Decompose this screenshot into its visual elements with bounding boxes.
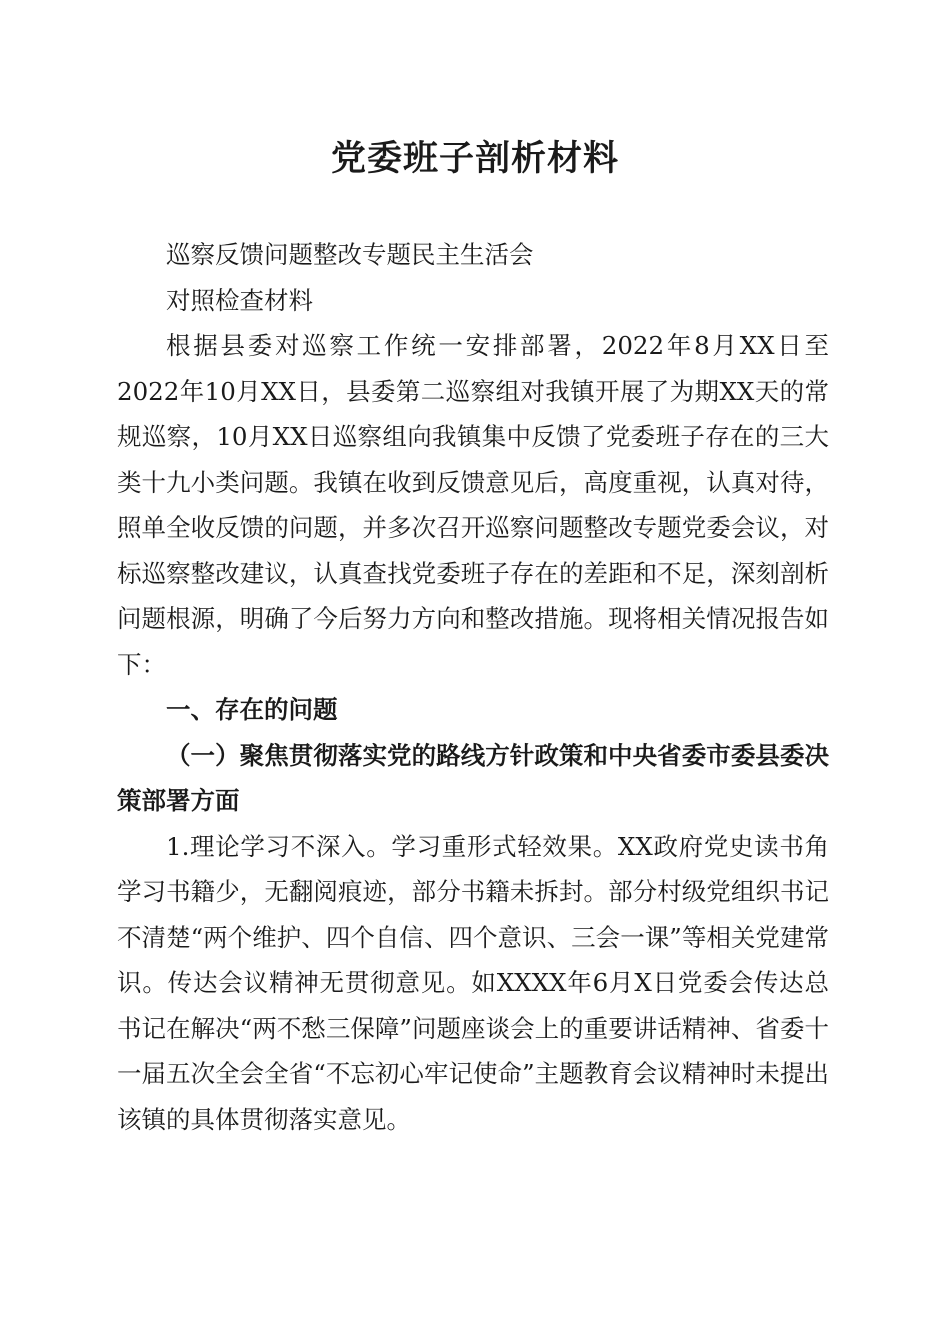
subsection-heading-policy: （一）聚焦贯彻落实党的路线方针政策和中央省委市委县委决策部署方面 <box>117 740 829 815</box>
document-body <box>117 232 829 1142</box>
item-1-paragraph: 1.理论学习不深入。学习重形式轻效果。XX政府党史读书角学习书籍少，无翻阅痕迹，部分书籍未拆封。部分村级党组织书记不清楚“两个维护、四个自信、四个意识、三会一课”等相关党建常识。传达会议精神无贯彻意见。如XXXX年6月X日党委会传达总书记在解决“两不愁三保障”问题座谈会上的重要讲话精神、省委十一届五次全会全省“不忘初心牢记使命”主题教育会议精神时未提出该镇的具体贯彻落实意见。 <box>117 831 829 1134</box>
subtitle-line-2: 对照检查材料 <box>166 285 313 315</box>
document-title: 党委班子剖析材料 <box>330 138 619 179</box>
intro-paragraph: 根据县委对巡察工作统一安排部署，2022年8月XX日至2022年10月XX日，县委第二巡察组对我镇开展了为期XX天的常规巡察，10月XX日巡察组向我镇集中反馈了党委班子存在的三大类十九小类问题。我镇在收到反馈意见后，高度重视，认真对待，照单全收反馈的问题，并多次召开巡察问题整改专题党委会议，对标巡察整改建议，认真查找党委班子存在的差距和不足，深刻剖析问题根源，明确了今后努力方向和整改措施。现将相关情况报告如下： <box>117 331 829 679</box>
section-heading-problems: 一、存在的问题 <box>166 695 338 724</box>
subtitle-line-1: 巡察反馈问题整改专题民主生活会 <box>166 240 534 269</box>
